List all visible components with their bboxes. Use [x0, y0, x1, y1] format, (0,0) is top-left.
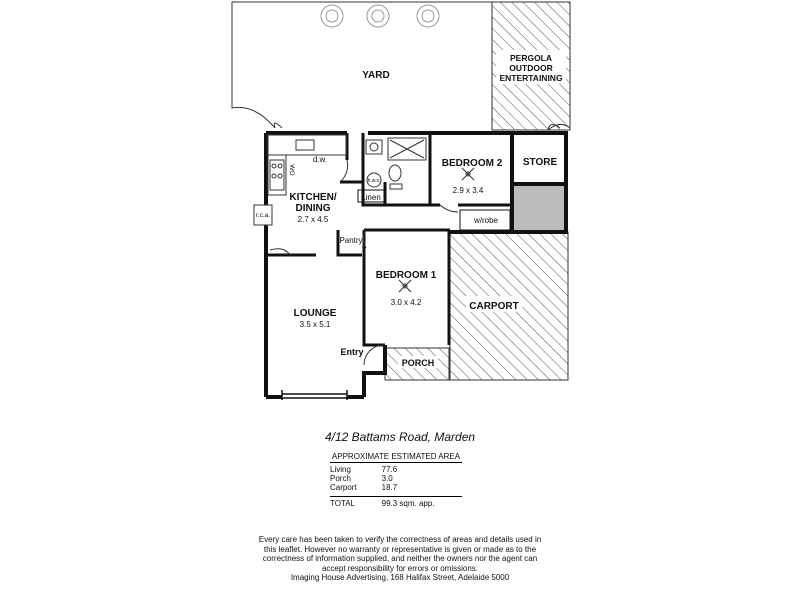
area-total-value: 99.3 sqm. app.	[368, 497, 462, 509]
storage-shade	[513, 184, 565, 232]
area-row	[330, 465, 462, 474]
label-bedroom2: BEDROOM 2	[441, 158, 503, 169]
label-yard: YARD	[362, 70, 390, 81]
label-linen: Linen	[361, 193, 381, 202]
area-row-value: 18.7	[381, 483, 398, 492]
disclaimer-line: accept responsibility for errors or omissions.	[321, 563, 479, 573]
area-row-label: Carport	[330, 483, 357, 492]
label-pergola-1: PERGOLA	[509, 53, 553, 63]
label-pergola-3: ENTERTAINING	[499, 73, 563, 83]
label-carport: CARPORT	[469, 301, 519, 312]
label-rca: r.c.a.	[255, 212, 271, 219]
area-row-value: 77.6	[381, 465, 398, 474]
label-bedroom1: BEDROOM 1	[375, 270, 437, 281]
area-total-label: TOTAL	[330, 497, 368, 509]
area-row-value: 3.0	[381, 474, 393, 483]
tree-icon	[321, 5, 439, 27]
label-kitchen-2: DINING	[295, 203, 331, 214]
label-entry: Entry	[340, 347, 364, 357]
lounge-window	[282, 390, 347, 400]
label-pantry: Pantry	[339, 236, 363, 245]
bedroom1-size: 3.0 x 4.2	[390, 298, 422, 307]
area-total-row	[330, 497, 462, 509]
disclaimer-line: this leaflet. However no warranty or representative is given or made as to the	[263, 544, 537, 554]
area-row	[330, 474, 462, 483]
disclaimer-line: Imaging House Advertising, 168 Halifax Street, Adelaide 5000	[290, 573, 510, 582]
area-table	[330, 465, 462, 508]
label-kitchen-1: KITCHEN/	[289, 192, 337, 203]
disclaimer-line: Every care has been taken to verify the correctness of areas and details used in	[258, 535, 542, 544]
area-summary	[330, 452, 462, 508]
area-title: APPROXIMATE ESTIMATED AREA	[331, 452, 461, 461]
disclaimer	[250, 535, 550, 583]
disclaimer-line: correctness of information supplied, and neither the owners nor the agent can	[262, 554, 538, 563]
bedroom2-size: 2.9 x 3.4	[452, 186, 484, 195]
label-pergola-2: OUTDOOR	[509, 63, 553, 73]
label-wall-oven: WO	[288, 164, 295, 176]
label-lounge: LOUNGE	[293, 308, 337, 319]
label-porch: PORCH	[401, 358, 435, 368]
area-row-label: Porch	[330, 474, 351, 483]
kitchen-size: 2.7 x 4.5	[297, 215, 329, 224]
lounge-size: 3.5 x 5.1	[299, 320, 331, 329]
label-store: STORE	[522, 157, 558, 168]
label-dishwasher: d.w.	[312, 155, 328, 164]
area-row-label: Living	[330, 465, 351, 474]
area-row	[330, 483, 462, 492]
property-address: 4/12 Battams Road, Marden	[324, 430, 476, 444]
label-wrobe: w/robe	[473, 216, 499, 225]
label-hws: h.w.s.	[367, 178, 381, 184]
